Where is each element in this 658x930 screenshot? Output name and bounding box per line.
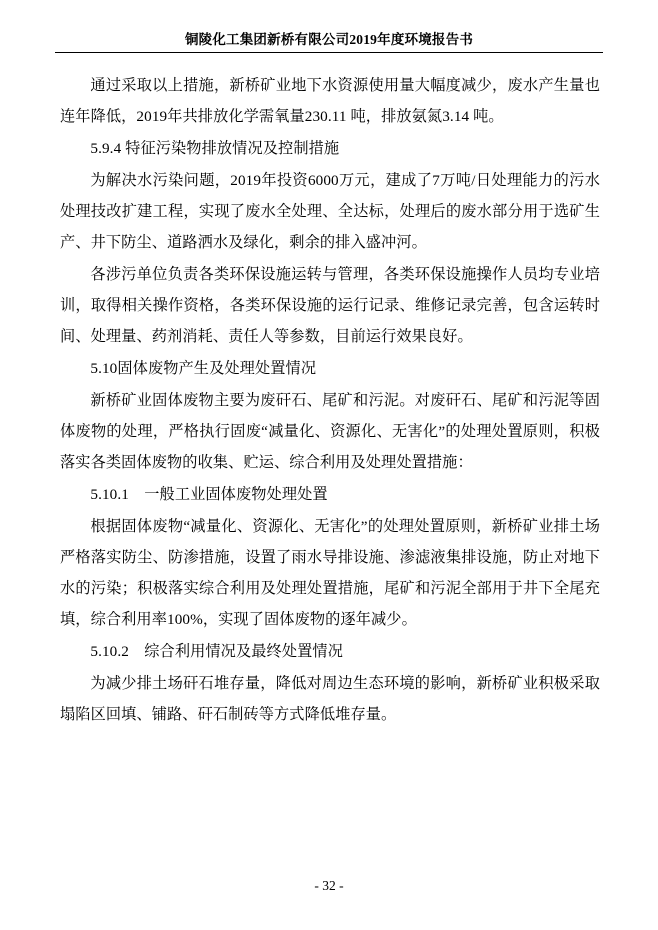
- paragraph: 新桥矿业固体废物主要为废矸石、尾矿和污泥。对废矸石、尾矿和污泥等固体废物的处理，严格执行固废“减量化、资源化、无害化”的处理处置原则，积极落实各类固体废物的收集、贮运、综合利用及处理处置措施：: [60, 392, 600, 471]
- section-heading: 5.10固体废物产生及处理处置情况: [90, 360, 317, 377]
- paragraph: 为减少排土场矸石堆存量，降低对周边生态环境的影响，新桥矿业积极采取塌陷区回填、铺路、矸石制砖等方式降低堆存量。: [60, 675, 600, 723]
- page-number: - 32 -: [314, 878, 344, 893]
- section-heading: 5.10.1 一般工业固体废物处理处置: [90, 486, 328, 503]
- paragraph: 各涉污单位负责各类环保设施运转与管理，各类环保设施操作人员均专业培训，取得相关操作资格，各类环保设施的运行记录、维修记录完善，包含运转时间、处理量、药剂消耗、责任人等参数，目前运行效果良好。: [60, 266, 600, 345]
- paragraph: 为解决水污染问题，2019年投资6000万元，建成了7万吨/日处理能力的污水处理技改扩建工程，实现了废水全处理、全达标，处理后的废水部分用于选矿生产、井下防尘、道路洒水及绿化，剩余的排入盛冲河。: [60, 172, 600, 251]
- section-heading: 5.9.4 特征污染物排放情况及控制措施: [90, 140, 340, 157]
- header-divider: [55, 52, 603, 53]
- page-header: 铜陵化工集团新桥有限公司2019年度环境报告书: [184, 32, 474, 47]
- paragraph: 根据固体废物“减量化、资源化、无害化”的处理处置原则，新桥矿业排土场严格落实防尘、防渗措施，设置了雨水导排设施、渗滤液集排设施，防止对地下水的污染；积极落实综合利用及处理处置措施，尾矿和污泥全部用于井下全尾充填，综合利用率100%，实现了固体废物的逐年减少。: [60, 518, 600, 628]
- document-body: [60, 70, 600, 860]
- section-heading: 5.10.2 综合利用情况及最终处置情况: [90, 643, 343, 660]
- paragraph: 通过采取以上措施，新桥矿业地下水资源使用量大幅度减少，废水产生量也连年降低，2019年共排放化学需氧量230.11 吨，排放氨氮3.14 吨。: [60, 77, 600, 125]
